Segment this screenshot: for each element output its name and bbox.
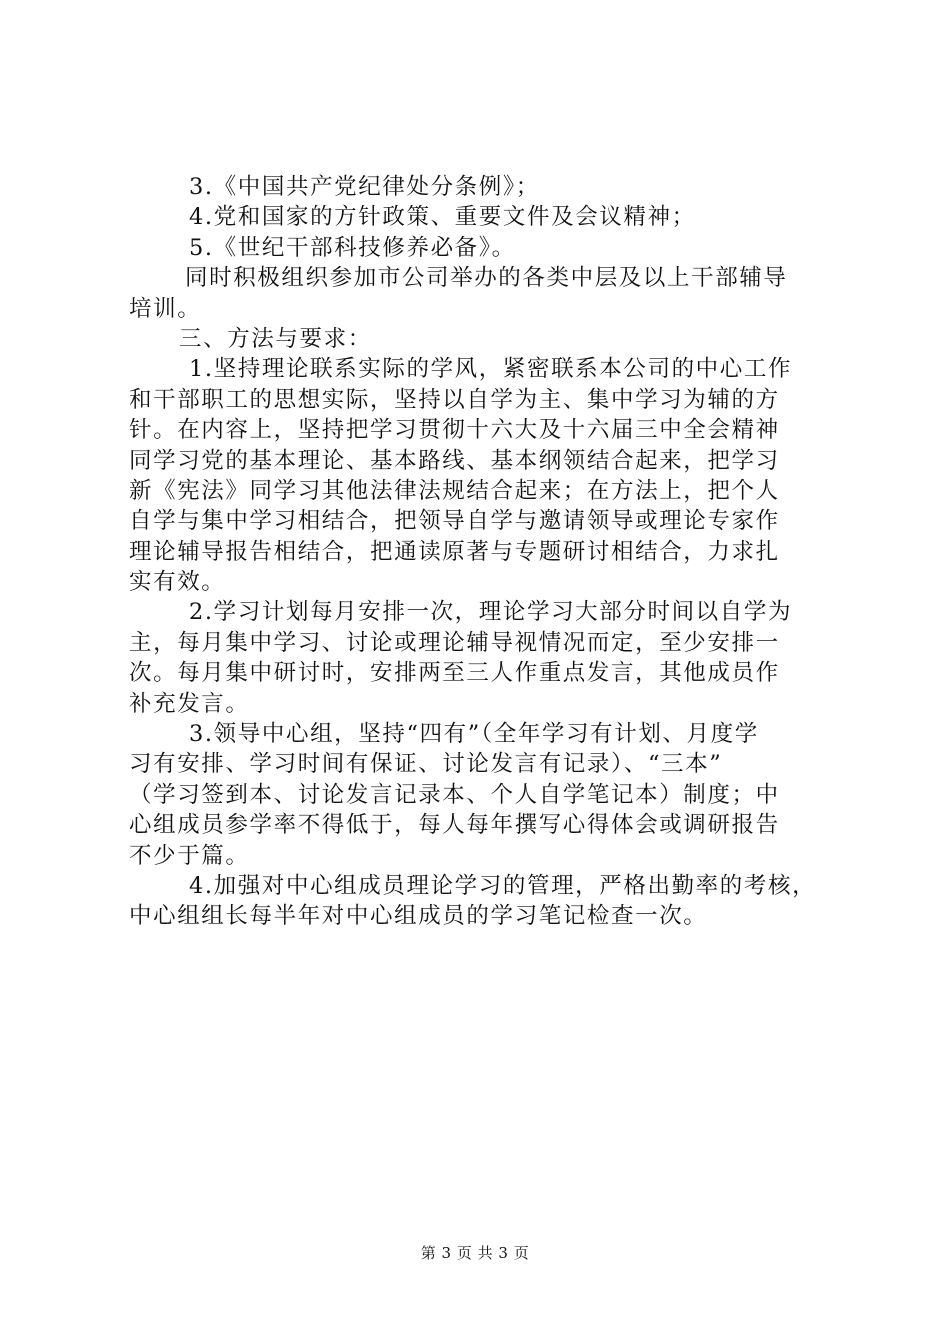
document-text-line: 理论辅导报告相结合，把通读原著与专题研讨相结合，力求扎 (129, 538, 780, 565)
document-text-line: 同时积极组织参加市公司举办的各类中层及以上干部辅导 (185, 265, 788, 292)
document-text-line: 不少于篇。 (129, 842, 250, 869)
document-text-line: 补充发言。 (129, 690, 250, 717)
document-text-line: （学习签到本、讨论发言记录本、个人自学笔记本）制度；中 (129, 781, 780, 808)
document-text-line: 3.《中国共产党纪律处分条例》； (189, 174, 540, 200)
document-text-line: 习有安排、学习时间有保证、讨论发言有记录）、“三本” (129, 751, 723, 778)
document-text-line: 2.学习计划每月安排一次，理论学习大部分时间以自学为 (189, 599, 793, 626)
document-text-line: 和干部职工的思想实际，坚持以自学为主、集中学习为辅的方 (129, 386, 780, 413)
document-body (129, 172, 834, 932)
document-text-line: 三、方法与要求： (179, 325, 372, 352)
document-text-line: 新《宪法》同学习其他法律法规结合起来；在方法上，把个人 (129, 477, 780, 504)
document-text-line: 5.《世纪干部科技修养必备》。 (189, 234, 516, 261)
document-text-line: 培训。 (129, 295, 202, 322)
document-text-line: 4.党和国家的方针政策、重要文件及会议精神； (189, 204, 696, 231)
document-text-line: 同学习党的基本理论、基本路线、基本纲领结合起来，把学习 (129, 447, 780, 474)
document-text-line: 中心组组长每半年对中心组成员的学习笔记检查一次。 (129, 903, 708, 930)
document-text-line: 3.领导中心组，坚持“四有”（全年学习有计划、月度学 (189, 721, 759, 748)
document-text-line: 1.坚持理论联系实际的学风，紧密联系本公司的中心工作 (189, 356, 793, 383)
document-text-line: 次。每月集中研讨时，安排两至三人作重点发言，其他成员作 (129, 660, 780, 687)
document-text-line: 自学与集中学习相结合，把领导自学与邀请领导或理论专家作 (129, 508, 780, 535)
document-text-line: 4.加强对中心组成员理论学习的管理，严格出勤率的考核， (189, 872, 817, 899)
document-text-line: 实有效。 (129, 569, 226, 596)
document-text-line: 主，每月集中学习、讨论或理论辅导视情况而定，至少安排一 (129, 629, 780, 656)
page-footer: 第 3 页 共 3 页 (420, 1244, 530, 1262)
document-text-line: 心组成员参学率不得低于，每人每年撰写心得体会或调研报告 (129, 812, 780, 839)
document-text-line: 针。在内容上，坚持把学习贯彻十六大及十六届三中全会精神 (129, 417, 780, 444)
